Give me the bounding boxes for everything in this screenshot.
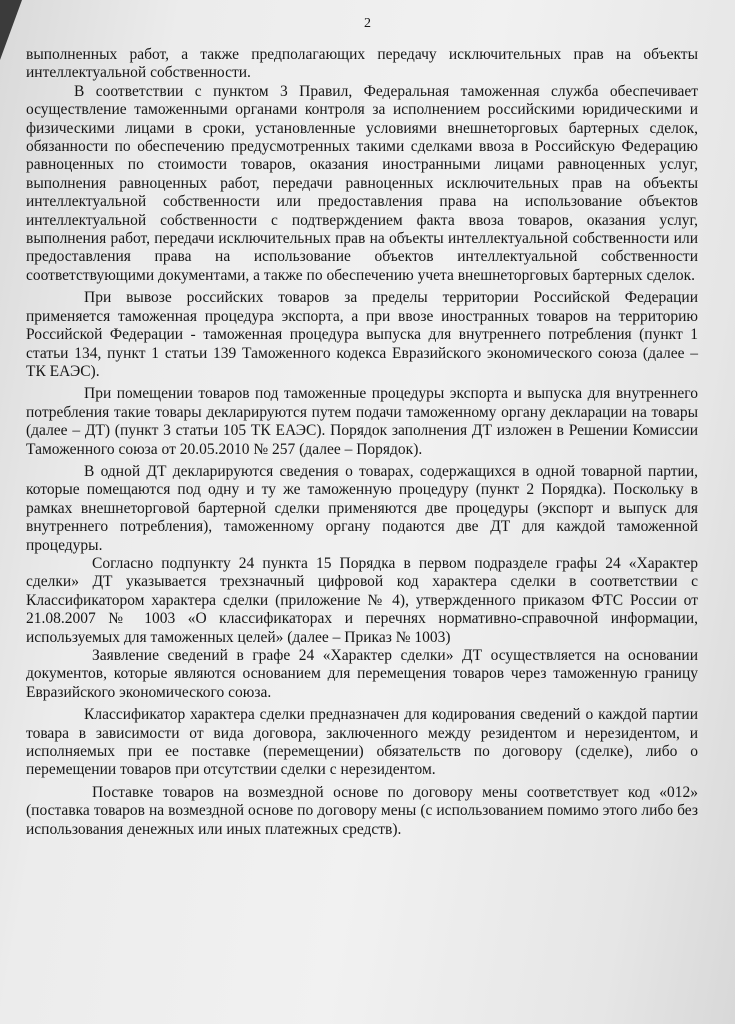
paragraph-9: Поставке товаров на возмездной основе по договору мены соответствует код «012» (поставка товаров на возмездной основе по договору мены (с использованием помимо этого либо без использования денежных или иных платежных средств). [26,783,698,838]
paragraph-3: При вывозе российских товаров за пределы территории Российской Федерации применяется таможенная процедура экспорта, а при ввозе иностранных товаров на территорию Российской Федерации - таможенная процедура выпуска для внутреннего потребления (пункт 1 статьи 134, пункт 1 статьи 139 Таможенного кодекса Евразийского экономического союза (далее – ТК ЕАЭС). [26,289,698,380]
paragraph-6: Согласно подпункту 24 пункта 15 Порядка в первом подразделе графы 24 «Характер сделки» ДТ указывается трехзначный цифровой код характера сделки в соответствии с Классификатором характера сделки (приложение № 4), утвержденного приказом ФТС России от 21.08.2007 № 1003 «О классификаторах и перечнях нормативно-справочной информации, используемых для таможенных целей» (далее – Приказ № 1003) [26,554,698,646]
page-number: 2 [364,16,371,31]
paragraph-8: Классификатор характера сделки предназначен для кодирования сведений о каждой партии товара в зависимости от вида договора, заключенного между резидентом и нерезидентом, и исполняемых при ее поставке (перемещении) обязательств по договору (сделке), либо о перемещении товаров при отсутствии сделки с нерезидентом. [26,706,698,779]
paragraph-2: В соответствии с пунктом 3 Правил, Федеральная таможенная служба обеспечивает осуществление таможенными органами контроля за исполнением российскими юридическими и физическими лицами в сроки, установленные условиями внешнеторговых бартерных сделок, обязанности по обеспечению предусмотренных такими сделками ввоза в Российскую Федерацию равноценных по стоимости товаров, оказания иностранными лицами равноценных услуг, выполнения равноценных работ, передачи равноценных исключительных прав на объекты интеллектуальной собственности или предоставления права на использование объектов интеллектуальной собственности с подтверждением факта ввоза товаров, оказания услуг, выполнения работ, передачи исключительных прав на объекты интеллектуальной собственности или предоставления права на использование объектов интеллектуальной собственности соответствующими документами, а также по обеспечению учета внешнеторговых бартерных сделок. [26,82,698,284]
paragraph-5: В одной ДТ декларируются сведения о товарах, содержащихся в одной товарной партии, которые помещаются под одну и ту же таможенную процедуру (пункт 2 Порядка). Поскольку в рамках внешнеторговой бартерной сделки применяются две процедуры (экспорт и выпуск для внутреннего потребления), таможенному органу подаются две ДТ для каждой таможенной процедуры. [26,462,698,554]
document-body [26,46,698,839]
paragraph-7: Заявление сведений в графе 24 «Характер сделки» ДТ осуществляется на основании документов, которые являются основанием для перемещения товаров через таможенную границу Евразийского экономического союза. [26,647,698,701]
paragraph-4: При помещении товаров под таможенные процедуры экспорта и выпуска для внутреннего потребления такие товары декларируются путем подачи таможенному органу декларации на товары (далее – ДТ) (пункт 3 статьи 105 ТК ЕАЭС). Порядок заполнения ДТ изложен в Решении Комиссии Таможенного союза от 20.05.2010 № 257 (далее – Порядок). [26,385,698,458]
paragraph-1: выполненных работ, а также предполагающих передачу исключительных прав на объекты интеллектуальной собственности. [26,46,698,82]
